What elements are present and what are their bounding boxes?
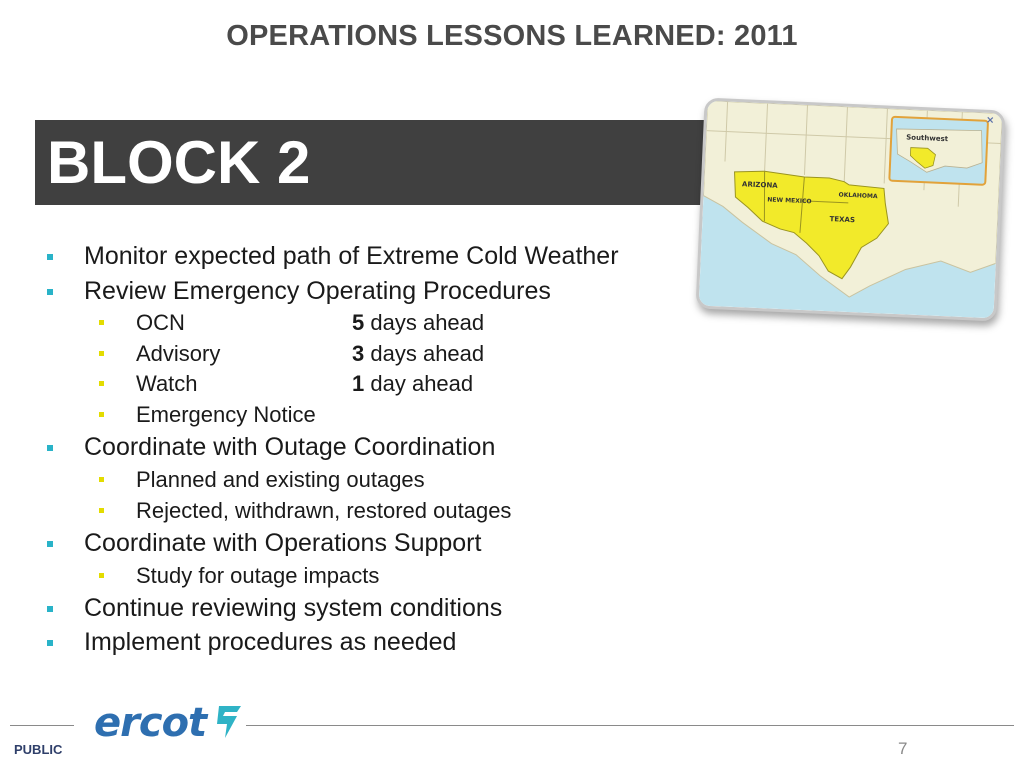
bullet-text: Review Emergency Operating Procedures: [84, 277, 551, 305]
slide-title: OPERATIONS LESSONS LEARNED: 2011: [226, 20, 798, 52]
map-label-oklahoma: OKLAHOMA: [838, 191, 878, 201]
sub-bullet-item: [136, 341, 485, 367]
footer-divider-right: [246, 725, 1014, 726]
bullet-marker-icon: [47, 606, 53, 612]
bullet-text: Coordinate with Operations Support: [84, 529, 482, 557]
sub-bullet-item: [136, 371, 474, 397]
classification-label: PUBLIC: [14, 742, 63, 757]
sub-bullet-marker-icon: [99, 477, 104, 482]
bullet-text: Implement procedures as needed: [84, 628, 457, 656]
block-banner: [35, 120, 755, 205]
sub-bullet-marker-icon: [99, 320, 104, 325]
lead-time: 1 day ahead: [352, 371, 474, 396]
map-label-texas: TEXAS: [829, 215, 856, 225]
bullet-item: [84, 433, 495, 462]
banner-label: BLOCK 2: [47, 129, 311, 196]
bullet-item: [84, 594, 502, 623]
bullet-marker-icon: [47, 289, 53, 295]
page-number: 7: [898, 739, 908, 758]
southwest-map-image: [696, 98, 1006, 322]
sub-bullet-marker-icon: [99, 381, 104, 386]
bolt-icon: [211, 702, 247, 742]
bullet-item: [84, 277, 551, 306]
bullet-text: Monitor expected path of Extreme Cold Weather: [84, 242, 619, 270]
bullet-marker-icon: [47, 541, 53, 547]
sub-bullet-item: [136, 402, 316, 428]
lead-time: 3 days ahead: [352, 341, 485, 366]
bullet-item: [84, 529, 481, 558]
lead-time: 5 days ahead: [352, 310, 485, 335]
sub-bullet-label: Advisory: [136, 341, 221, 366]
sub-bullet-marker-icon: [99, 573, 104, 578]
sub-bullet-label: OCN: [136, 310, 185, 335]
sub-bullet-label: Planned and existing outages: [136, 467, 425, 492]
logo-wordmark: ercot: [94, 700, 207, 746]
sub-bullet-label: Rejected, withdrawn, restored outages: [136, 498, 512, 523]
map-svg: [699, 101, 1003, 319]
bullet-marker-icon: [47, 640, 53, 646]
sub-bullet-item: [136, 498, 511, 524]
sub-bullet-item: [136, 310, 485, 336]
bullet-text: Continue reviewing system conditions: [84, 594, 503, 622]
sub-bullet-marker-icon: [99, 508, 104, 513]
inset-label: Southwest: [906, 133, 949, 144]
sub-bullet-label: Watch: [136, 371, 198, 396]
sub-bullet-item: [136, 563, 379, 589]
bullet-marker-icon: [47, 445, 53, 451]
map-label-new-mexico: NEW MEXICO: [767, 196, 812, 206]
bullet-marker-icon: [47, 254, 53, 260]
bullet-item: [84, 628, 456, 657]
sub-bullet-label: Study for outage impacts: [136, 563, 380, 588]
sub-bullet-marker-icon: [99, 351, 104, 356]
sub-bullet-item: [136, 467, 425, 493]
ercot-logo: [94, 700, 247, 746]
close-icon[interactable]: ×: [985, 114, 995, 127]
bullet-text: Coordinate with Outage Coordination: [84, 433, 496, 461]
map-label-arizona: ARIZONA: [741, 180, 778, 190]
sub-bullet-marker-icon: [99, 412, 104, 417]
sub-bullet-label: Emergency Notice: [136, 402, 316, 427]
map-inset: [889, 117, 988, 185]
footer-divider-left: [10, 725, 74, 726]
bullet-item: [84, 242, 619, 271]
